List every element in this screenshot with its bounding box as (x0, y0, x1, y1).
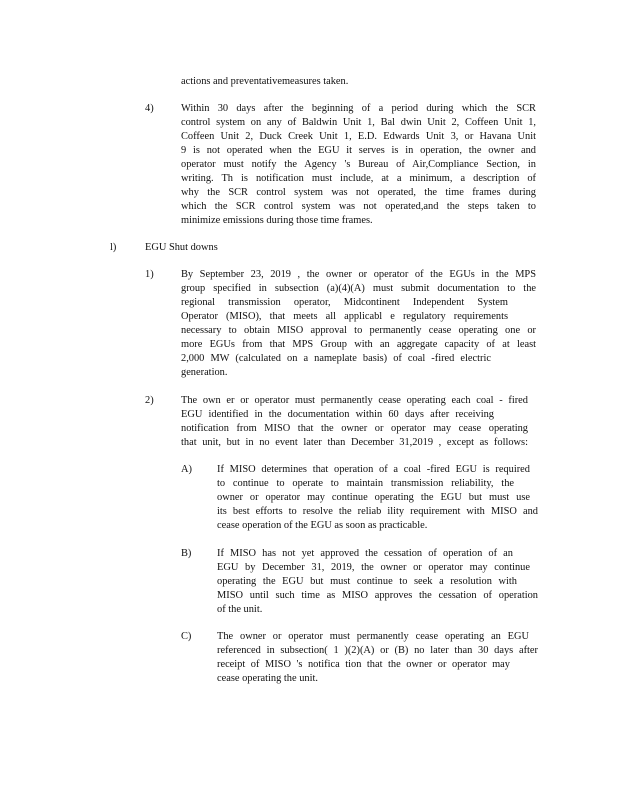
item-b-marker: B) (181, 548, 192, 559)
continuation-line: actions and preventativemeasures taken. (181, 76, 349, 87)
item-4-line: which the SCR control system was not operated,and the steps taken to (181, 201, 536, 212)
item-a-line: its best efforts to resolve the reliab ility requirement with MISO and (217, 506, 538, 517)
item-1-line: group specified in subsection (a)(4)(A) must submit documentation to the (181, 283, 536, 294)
item-2-line: EGU identified in the documentation within 60 days after receiving (181, 409, 494, 420)
item-1-line: 2,000 MW (calculated on a nameplate basis) of coal -fired electric (181, 353, 491, 364)
item-4-line: operator must notify the Agency 's Bureau of Air,Compliance Section, in (181, 159, 536, 170)
item-4-line: control system on any of Baldwin Unit 1, Bal dwin Unit 2, Coffeen Unit 1, (181, 117, 536, 128)
section-l-heading: EGU Shut downs (145, 242, 218, 253)
item-1-marker: 1) (145, 269, 154, 280)
item-c-line: cease operating the unit. (217, 673, 318, 684)
item-4-line: Coffeen Unit 2, Duck Creek Unit 1, E.D. Edwards Unit 3, or Havana Unit (181, 131, 536, 142)
item-b-line: of the unit. (217, 604, 263, 615)
item-1-line: necessary to obtain MISO approval to permanently cease operating one or (181, 325, 536, 336)
item-4-line: why the SCR control system was not operated, the time frames during (181, 187, 536, 198)
item-a-line: cease operation of the EGU as soon as practicable. (217, 520, 428, 531)
item-b-line: MISO until such time as MISO approves the cessation of operation (217, 590, 538, 601)
item-b-line: If MISO has not yet approved the cessation of operation of an (217, 548, 513, 559)
item-4-marker: 4) (145, 103, 154, 114)
item-c-line: The owner or operator must permanently cease operating an EGU (217, 631, 529, 642)
item-1-line: more EGUs from that MPS Group with an aggregate capacity of at least (181, 339, 536, 350)
item-a-line: If MISO determines that operation of a coal -fired EGU is required (217, 464, 530, 475)
item-1-line: By September 23, 2019 , the owner or operator of the EGUs in the MPS (181, 269, 536, 280)
item-4-line: writing. Th is notification must include, at a minimum, a description of (181, 173, 536, 184)
item-b-line: operating the EGU but must continue to seek a resolution with (217, 576, 517, 587)
item-4-line: minimize emissions during those time frames. (181, 215, 373, 226)
item-1-line: regional transmission operator, Midcontinent Independent System (181, 297, 508, 308)
item-2-line: that unit, but in no event later than December 31,2019 , except as follows: (181, 437, 528, 448)
item-b-line: EGU by December 31, 2019, the owner or operator may continue (217, 562, 530, 573)
item-a-marker: A) (181, 464, 192, 475)
item-a-line: owner or operator may continue operating the EGU but must use (217, 492, 530, 503)
item-2-marker: 2) (145, 395, 154, 406)
item-4-line: 9 is not operated when the EGU it serves is in operation, the owner and (181, 145, 536, 156)
item-4-line: Within 30 days after the beginning of a period during which the SCR (181, 103, 536, 114)
item-c-line: referenced in subsection( 1 )(2)(A) or (B) no later than 30 days after (217, 645, 538, 656)
item-c-line: receipt of MISO 's notifica tion that the owner or operator may (217, 659, 510, 670)
item-2-line: The own er or operator must permanently cease operating each coal - fired (181, 395, 528, 406)
item-2-line: notification from MISO that the owner or operator may cease operating (181, 423, 528, 434)
item-1-line: Operator (MISO), that meets all applicabl e regulatory requirements (181, 311, 508, 322)
item-c-marker: C) (181, 631, 192, 642)
item-a-line: to continue to operate to maintain transmission reliability, the (217, 478, 514, 489)
item-1-line: generation. (181, 367, 228, 378)
section-l-marker: l) (110, 242, 117, 253)
